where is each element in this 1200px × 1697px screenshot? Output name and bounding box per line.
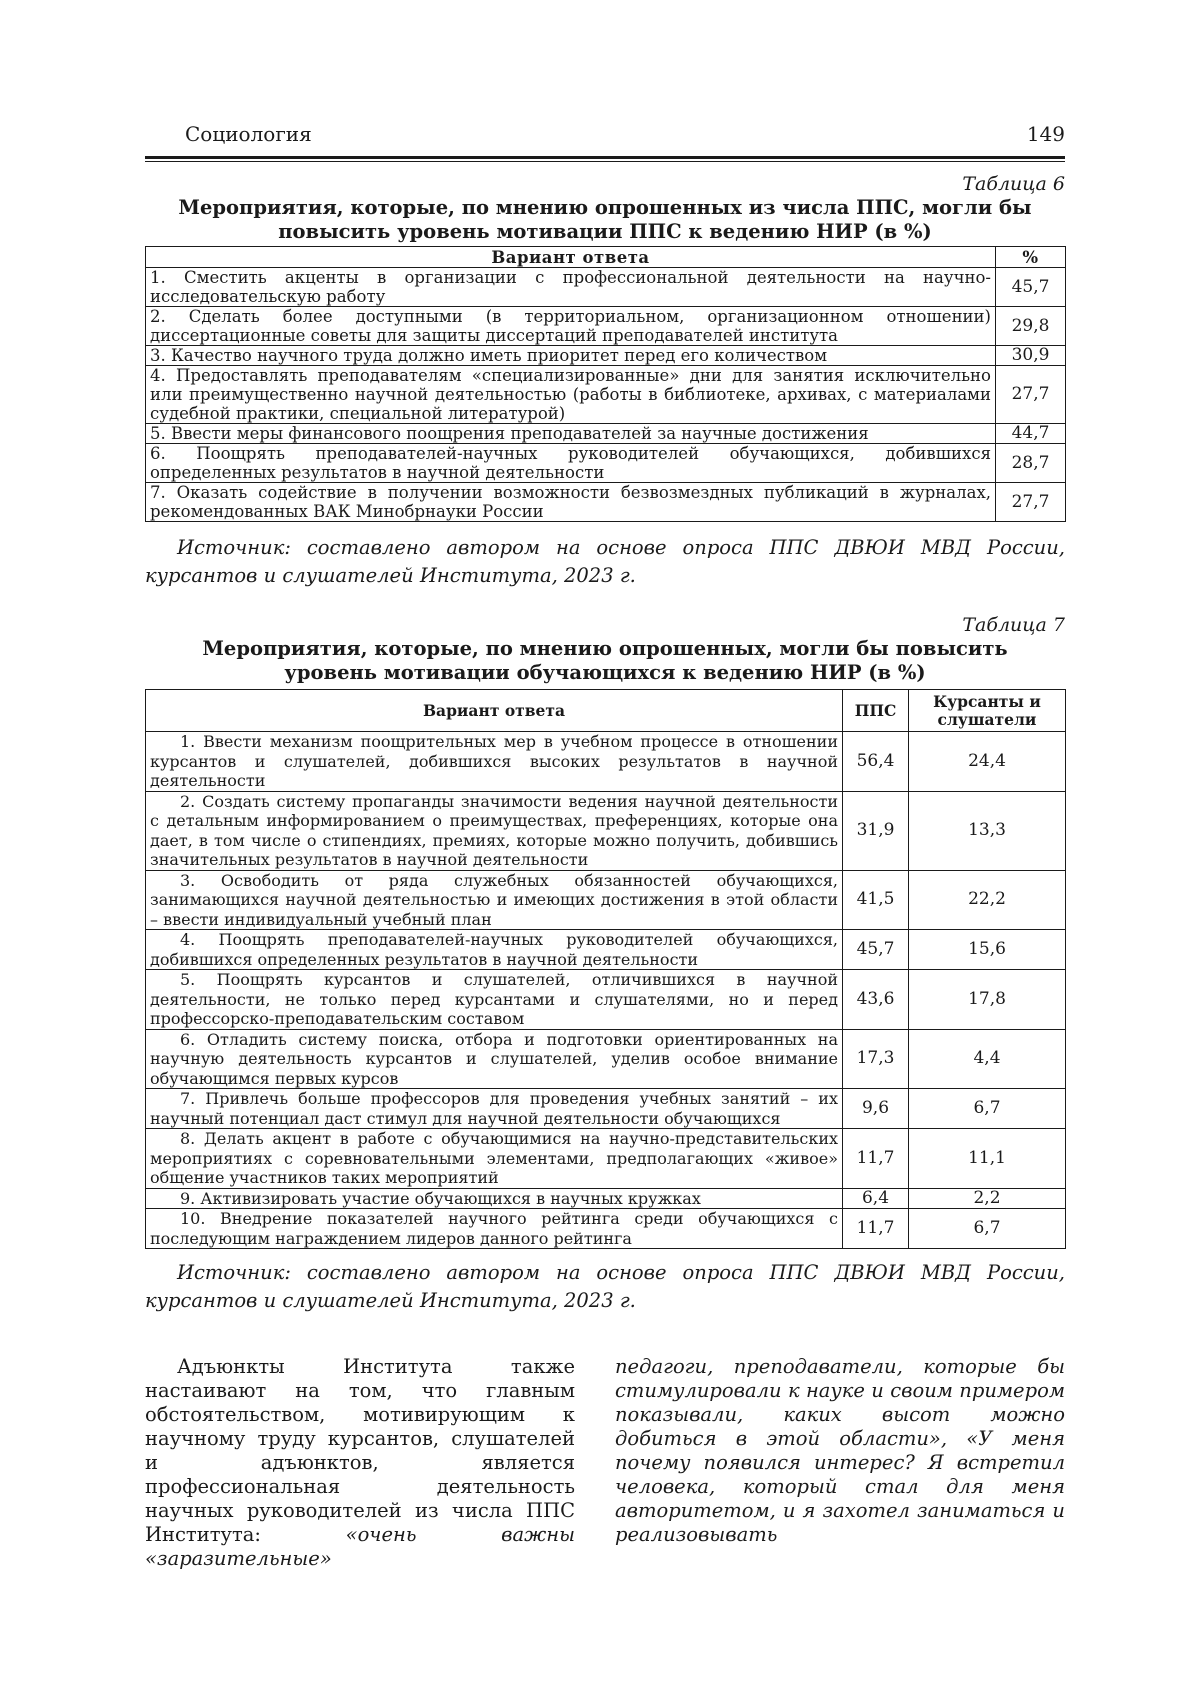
table6-cell-percent: 27,7	[996, 366, 1066, 424]
table6-source: Источник: составлено автором на основе опроса ППС ДВЮИ МВД России, курсантов и слушателей Института, 2023 г.	[145, 536, 1065, 587]
table6-block	[145, 172, 1065, 590]
table7-title-line2: уровень мотивации обучающихся к ведению НИР (в %)	[284, 661, 926, 684]
table6-cell-answer: 7. Оказать содействие в получении возможности безвозмездных публикаций в журналах, рекомендованных ВАК Минобрнауки России	[146, 483, 996, 522]
table7-row	[146, 870, 1066, 930]
table6-cell-answer: 6. Поощрять преподавателей-научных руководителей обучающихся, добившихся определенных результатов в научной деятельности	[146, 444, 996, 483]
table7-row	[146, 1209, 1066, 1249]
table6-col-answer: Вариант ответа	[146, 247, 996, 268]
table7-cell-answer: 10. Внедрение показателей научного рейтинга среди обучающихся с последующим награждением лидеров данного рейтинга	[146, 1209, 843, 1249]
table6-cell-percent: 27,7	[996, 483, 1066, 522]
table7-block	[145, 613, 1065, 1315]
table7-cell-cadets: 15,6	[909, 930, 1066, 970]
table7-cell-pps: 6,4	[843, 1188, 909, 1209]
table7-cell-pps: 9,6	[843, 1089, 909, 1129]
body-left-quote: «очень важны «заразительные»	[145, 1523, 575, 1570]
table7-cell-answer: 9. Активизировать участие обучающихся в научных кружках	[146, 1188, 843, 1209]
table6-cell-answer: 2. Сделать более доступными (в территориальном, организационном отношении) диссертационные советы для защиты диссертаций преподавателей института	[146, 307, 996, 346]
table7-col-answer: Вариант ответа	[146, 690, 843, 732]
table7-cell-pps: 31,9	[843, 791, 909, 870]
table7-cell-cadets: 13,3	[909, 791, 1066, 870]
table7-cell-cadets: 6,7	[909, 1209, 1066, 1249]
body-right-column: педагоги, преподаватели, которые бы стимулировали к науке и своим примером показывали, каких высот можно добиться в этой области», «У меня почему появился интерес? Я встретил человека, который стал для меня авторитетом, и я захотел заниматься и реализовывать	[615, 1355, 1065, 1546]
table7-cell-pps: 17,3	[843, 1029, 909, 1089]
header-rule	[145, 156, 1065, 159]
table6-cell-percent: 29,8	[996, 307, 1066, 346]
table6-title-line1: Мероприятия, которые, по мнению опрошенных из числа ППС, могли бы	[178, 196, 1032, 219]
table6-header-row	[146, 247, 1066, 268]
table7-cell-cadets: 22,2	[909, 870, 1066, 930]
table7-cell-answer: 5. Поощрять курсантов и слушателей, отличившихся в научной деятельности, не только перед курсантами и слушателями, но и перед профессорско-преподавательским составом	[146, 970, 843, 1030]
body-left-column	[145, 1355, 575, 1571]
table6-cell-percent: 44,7	[996, 424, 1066, 444]
table6-cell-percent: 30,9	[996, 346, 1066, 366]
body-left-text: Адъюнкты Института также настаивают на том, что главным обстоятельством, мотивирующим к научному труду курсантов, слушателей и адъюнктов, является профессиональная деятельность научных руководителей из числа ППС Института:	[145, 1355, 575, 1546]
table6-col-percent: %	[996, 247, 1066, 268]
table7-row	[146, 1129, 1066, 1189]
table7-cell-pps: 43,6	[843, 970, 909, 1030]
section-title: Социология	[185, 122, 312, 146]
table6-cell-answer: 5. Ввести меры финансового поощрения преподавателей за научные достижения	[146, 424, 996, 444]
header-rule-thin	[145, 161, 1065, 162]
table6-row	[146, 424, 1066, 444]
table7-cell-cadets: 4,4	[909, 1029, 1066, 1089]
table7-cell-pps: 56,4	[843, 732, 909, 792]
table7-cell-pps: 11,7	[843, 1209, 909, 1249]
table7-cell-answer: 8. Делать акцент в работе с обучающимися на научно-представительских мероприятиях с соревновательными элементами, предполагающих «живое» общение участников таких мероприятий	[146, 1129, 843, 1189]
table7-cell-pps: 41,5	[843, 870, 909, 930]
table6-row	[146, 366, 1066, 424]
table6-row	[146, 483, 1066, 522]
table7-label: Таблица 7	[962, 614, 1065, 636]
table7-row	[146, 970, 1066, 1030]
table7-cell-pps: 11,7	[843, 1129, 909, 1189]
table7-cell-pps: 45,7	[843, 930, 909, 970]
table7-row	[146, 1188, 1066, 1209]
table6	[145, 246, 1066, 522]
table6-cell-percent: 45,7	[996, 268, 1066, 307]
table6-cell-answer: 1. Сместить акценты в организации с профессиональной деятельности на научно-исследовательскую работу	[146, 268, 996, 307]
table7-title-line1: Мероприятия, которые, по мнению опрошенных, могли бы повысить	[202, 637, 1008, 660]
table7	[145, 689, 1066, 1249]
table7-cell-cadets: 6,7	[909, 1089, 1066, 1129]
table6-row	[146, 346, 1066, 366]
table7-col-cadets: Курсанты и слушатели	[909, 690, 1066, 732]
table6-cell-percent: 28,7	[996, 444, 1066, 483]
table7-cell-answer: 1. Ввести механизм поощрительных мер в учебном процессе в отношении курсантов и слушателей, добившихся высоких результатов в научной деятельности	[146, 732, 843, 792]
table7-cell-answer: 6. Отладить систему поиска, отбора и подготовки ориентированных на научную деятельность курсантов и слушателей, уделив особое внимание обучающимся первых курсов	[146, 1029, 843, 1089]
table6-cell-answer: 3. Качество научного труда должно иметь приоритет перед его количеством	[146, 346, 996, 366]
table7-cell-cadets: 11,1	[909, 1129, 1066, 1189]
page-number: 149	[1026, 122, 1065, 146]
table7-cell-answer: 3. Освободить от ряда служебных обязанностей обучающихся, занимающихся научной деятельностью и имеющих достижения в этой области – ввести индивидуальный учебный план	[146, 870, 843, 930]
table6-row	[146, 307, 1066, 346]
table7-header-row	[146, 690, 1066, 732]
table7-col-pps: ППС	[843, 690, 909, 732]
table6-cell-answer: 4. Предоставлять преподавателям «специализированные» дни для занятия исключительно или преимущественно научной деятельностью (работы в библиотеке, архивах, с материалами судебной практики, специальной литературой)	[146, 366, 996, 424]
table7-row	[146, 791, 1066, 870]
table7-cell-answer: 4. Поощрять преподавателей-научных руководителей обучающихся, добившихся определенных результатов в научной деятельности	[146, 930, 843, 970]
table6-title-line2: повысить уровень мотивации ППС к ведению НИР (в %)	[278, 220, 932, 243]
table6-label: Таблица 6	[962, 173, 1065, 195]
table7-row	[146, 1089, 1066, 1129]
table7-cell-answer: 7. Привлечь больше профессоров для проведения учебных занятий – их научный потенциал даст стимул для научной деятельности обучающихся	[146, 1089, 843, 1129]
running-header	[145, 122, 1065, 152]
table7-row	[146, 732, 1066, 792]
table7-row	[146, 930, 1066, 970]
table7-source: Источник: составлено автором на основе опроса ППС ДВЮИ МВД России, курсантов и слушателей Института, 2023 г.	[145, 1261, 1065, 1312]
table7-cell-answer: 2. Создать систему пропаганды значимости ведения научной деятельности с детальным информированием о преимуществах, преференциях, которые она дает, в том числе о стипендиях, премиях, которые можно получить, добившись значительных результатов в научной деятельности	[146, 791, 843, 870]
table7-cell-cadets: 17,8	[909, 970, 1066, 1030]
table6-row	[146, 268, 1066, 307]
table6-row	[146, 444, 1066, 483]
table7-cell-cadets: 2,2	[909, 1188, 1066, 1209]
table7-cell-cadets: 24,4	[909, 732, 1066, 792]
table7-row	[146, 1029, 1066, 1089]
